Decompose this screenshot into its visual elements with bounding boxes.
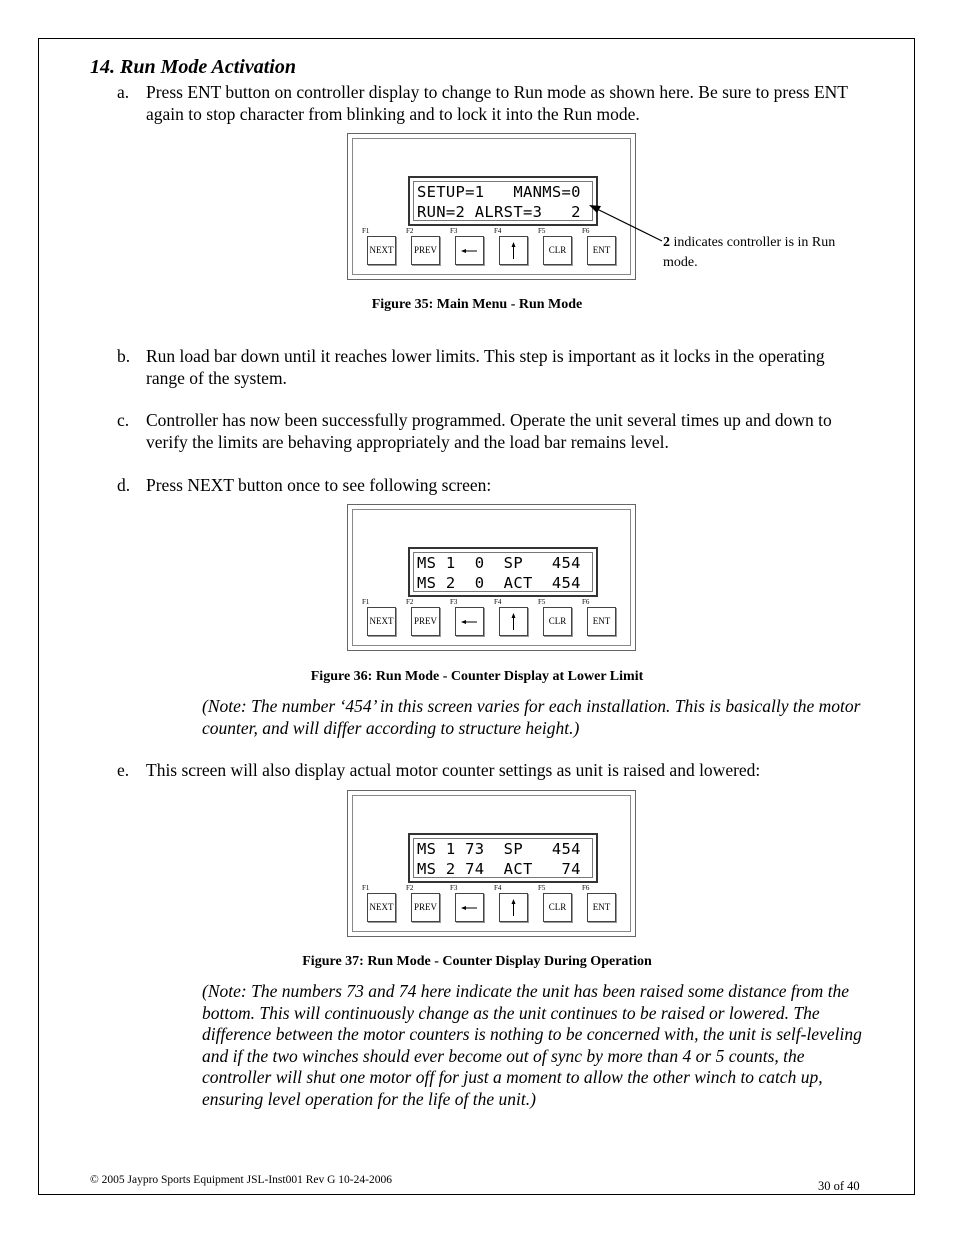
prev-button[interactable]: PREV [411, 236, 440, 265]
lcd-line-1: SETUP=1 MANMS=0 [417, 183, 581, 201]
panel-inner [352, 509, 631, 646]
function-key-label-f6: F6 [582, 598, 590, 606]
function-key-label-f3: F3 [450, 227, 458, 235]
item-text: Press ENT button on controller display to change to Run mode as shown here. Be sure to press ENT again to stop character from blinking and to lock it into the Run mode. [146, 82, 848, 124]
function-key-label-f5: F5 [538, 884, 546, 892]
item-text: Run load bar down until it reaches lower limits. This step is important as it locks in the operating range of the system. [146, 346, 825, 388]
up-arrow-button[interactable] [499, 607, 528, 636]
lcd-display [408, 833, 598, 883]
function-key-label-f3: F3 [450, 598, 458, 606]
clr-button[interactable]: CLR [543, 893, 572, 922]
next-button[interactable]: NEXT [367, 893, 396, 922]
up-arrow-icon [500, 894, 527, 921]
ent-button[interactable]: ENT [587, 607, 616, 636]
function-key-label-f6: F6 [582, 227, 590, 235]
callout-text: indicates controller is in Run mode. [663, 235, 836, 270]
figure-caption-36: Figure 36: Run Mode - Counter Display at Lower Limit [310, 669, 644, 684]
section-heading: 14. Run Mode Activation [90, 56, 296, 78]
note-counter-sync: (Note: The numbers 73 and 74 here indicate the unit has been raised some distance from the bottom. This will continuously change as the unit continues to be raised or lowered. The difference between the motor counters is nothing to be concerned with, the unit is self-leveling and if the two winches should ever become out of sync by more than 4 or 5 counts, the controller will shut one motor off for just a moment to allow the other winch to catch up, ensuring level operation for the life of the unit.) [202, 981, 862, 1109]
controller-panel-fig36 [347, 504, 636, 651]
function-key-label-f2: F2 [406, 884, 414, 892]
up-arrow-button[interactable] [499, 893, 528, 922]
item-marker: d. [117, 475, 131, 495]
clr-button[interactable]: CLR [543, 236, 572, 265]
function-key-label-f4: F4 [494, 884, 502, 892]
next-button[interactable]: NEXT [367, 607, 396, 636]
prev-button[interactable]: PREV [411, 607, 440, 636]
lcd-display [408, 547, 598, 597]
lcd-line-2: MS 2 74 ACT 74 [417, 860, 581, 878]
left-arrow-icon [456, 608, 483, 635]
figure-caption-35: Figure 35: Main Menu - Run Mode [371, 297, 583, 312]
function-key-label-f5: F5 [538, 227, 546, 235]
item-marker: e. [117, 760, 130, 780]
function-key-label-f1: F1 [362, 598, 370, 606]
function-key-label-f1: F1 [362, 884, 370, 892]
panel-inner [352, 795, 631, 932]
clr-button[interactable]: CLR [543, 607, 572, 636]
page-number: 30 of 40 [818, 1179, 860, 1193]
callout-bold: 2 [663, 235, 670, 250]
item-marker: b. [117, 346, 131, 366]
function-key-label-f2: F2 [406, 598, 414, 606]
callout-note [663, 233, 853, 273]
ent-button[interactable]: ENT [587, 236, 616, 265]
function-key-label-f6: F6 [582, 884, 590, 892]
function-key-label-f3: F3 [450, 884, 458, 892]
note-counter-varies: (Note: The number ‘454’ in this screen varies for each installation. This is basically the motor counter, and will differ according to structure height.) [202, 696, 861, 738]
prev-button[interactable]: PREV [411, 893, 440, 922]
function-key-label-f1: F1 [362, 227, 370, 235]
function-key-label-f4: F4 [494, 227, 502, 235]
lcd-line-2: RUN=2 ALRST=3 2 [417, 203, 581, 221]
item-text: This screen will also display actual motor counter settings as unit is raised and lowered: [146, 760, 761, 780]
function-key-label-f2: F2 [406, 227, 414, 235]
left-arrow-button[interactable] [455, 893, 484, 922]
left-arrow-icon [456, 894, 483, 921]
footer-copyright: © 2005 Jaypro Sports Equipment JSL-Inst001 Rev G 10-24-2006 [90, 1174, 392, 1186]
controller-panel-fig37 [347, 790, 636, 937]
function-key-label-f4: F4 [494, 598, 502, 606]
left-arrow-button[interactable] [455, 607, 484, 636]
figure-caption-37: Figure 37: Run Mode - Counter Display During Operation [302, 954, 652, 969]
up-arrow-icon [500, 608, 527, 635]
item-marker: a. [117, 82, 130, 102]
next-button[interactable]: NEXT [367, 236, 396, 265]
lcd-line-1: MS 1 0 SP 454 [417, 554, 581, 572]
lcd-line-2: MS 2 0 ACT 454 [417, 574, 581, 592]
ent-button[interactable]: ENT [587, 893, 616, 922]
item-text: Controller has now been successfully programmed. Operate the unit several times up and down to verify the limits are behaving appropriately and the load bar remains level. [146, 410, 832, 452]
item-text: Press NEXT button once to see following screen: [146, 475, 492, 495]
item-marker: c. [117, 410, 130, 430]
lcd-line-1: MS 1 73 SP 454 [417, 840, 581, 858]
function-key-label-f5: F5 [538, 598, 546, 606]
